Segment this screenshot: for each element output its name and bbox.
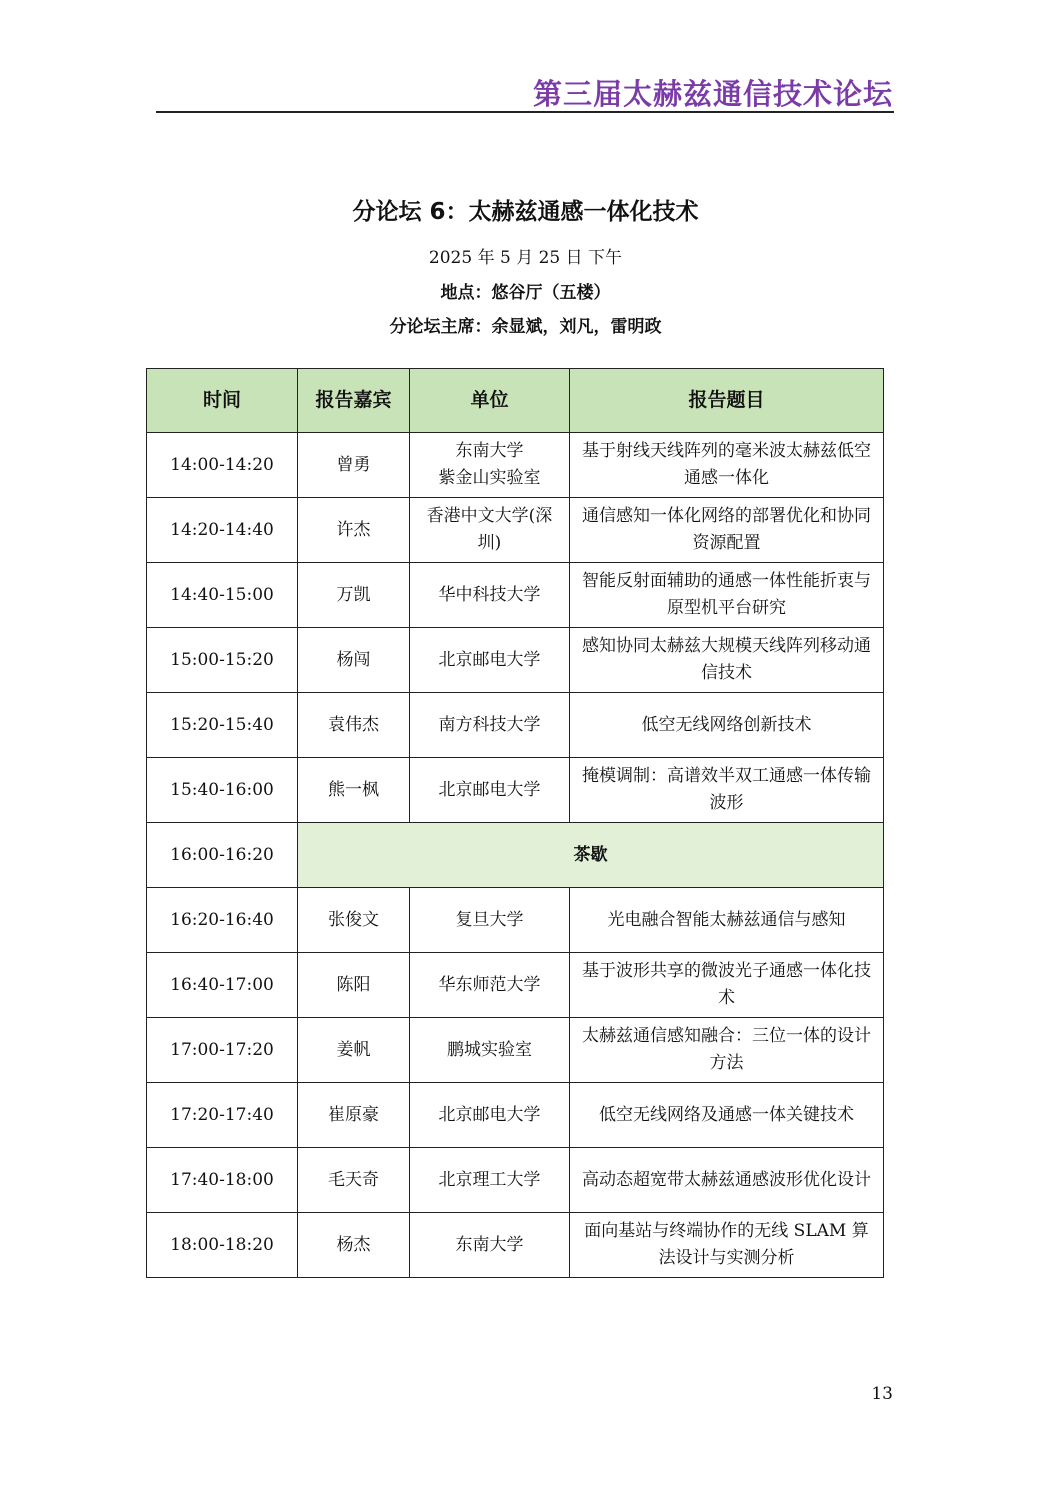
header-divider — [156, 111, 894, 113]
cell-time: 16:40-17:00 — [147, 953, 298, 1018]
cell-unit: 北京邮电大学 — [410, 628, 570, 693]
header-title: 第三届太赫兹通信技术论坛 — [532, 77, 893, 111]
cell-time: 17:20-17:40 — [147, 1083, 298, 1148]
cell-speaker: 姜帆 — [298, 1018, 410, 1083]
table-row — [147, 1018, 884, 1083]
cell-unit: 鹏城实验室 — [410, 1018, 570, 1083]
forum-chairs: 分论坛主席：余显斌，刘凡，雷明政 — [389, 317, 662, 337]
break-time: 16:00-16:20 — [147, 823, 298, 888]
table-row — [147, 498, 884, 563]
cell-unit: 东南大学 — [410, 1213, 570, 1278]
header-time: 时间 — [147, 369, 298, 433]
cell-time: 15:00-15:20 — [147, 628, 298, 693]
cell-topic: 通信感知一体化网络的部署优化和协同资源配置 — [570, 498, 884, 563]
table-row — [147, 758, 884, 823]
cell-time: 17:40-18:00 — [147, 1148, 298, 1213]
cell-speaker: 杨闯 — [298, 628, 410, 693]
cell-topic: 低空无线网络及通感一体关键技术 — [570, 1083, 884, 1148]
cell-speaker: 万凯 — [298, 563, 410, 628]
page-number: 13 — [871, 1384, 893, 1404]
cell-topic: 高动态超宽带太赫兹通感波形优化设计 — [570, 1148, 884, 1213]
cell-speaker: 陈阳 — [298, 953, 410, 1018]
cell-speaker: 熊一枫 — [298, 758, 410, 823]
cell-time: 15:40-16:00 — [147, 758, 298, 823]
table-row — [147, 1148, 884, 1213]
cell-unit: 北京邮电大学 — [410, 1083, 570, 1148]
cell-speaker: 张俊文 — [298, 888, 410, 953]
cell-speaker: 袁伟杰 — [298, 693, 410, 758]
break-label: 茶歇 — [298, 823, 884, 888]
table-row — [147, 433, 884, 498]
cell-topic: 掩模调制：高谱效半双工通感一体传输波形 — [570, 758, 884, 823]
cell-time: 14:00-14:20 — [147, 433, 298, 498]
forum-venue: 地点：悠谷厅（五楼） — [440, 283, 611, 303]
table-row — [147, 628, 884, 693]
table-row — [147, 563, 884, 628]
cell-topic: 智能反射面辅助的通感一体性能折衷与原型机平台研究 — [570, 563, 884, 628]
header-unit: 单位 — [410, 369, 570, 433]
cell-speaker: 曾勇 — [298, 433, 410, 498]
cell-topic: 基于射线天线阵列的毫米波太赫兹低空通感一体化 — [570, 433, 884, 498]
forum-title: 分论坛 6：太赫兹通感一体化技术 — [352, 199, 699, 225]
table-row — [147, 693, 884, 758]
cell-topic: 太赫兹通信感知融合：三位一体的设计方法 — [570, 1018, 884, 1083]
cell-unit: 华中科技大学 — [410, 563, 570, 628]
cell-unit: 南方科技大学 — [410, 693, 570, 758]
table-header-row — [147, 369, 884, 433]
cell-unit: 复旦大学 — [410, 888, 570, 953]
cell-time: 15:20-15:40 — [147, 693, 298, 758]
cell-unit: 北京邮电大学 — [410, 758, 570, 823]
table-row — [147, 1083, 884, 1148]
cell-time: 14:20-14:40 — [147, 498, 298, 563]
cell-topic: 基于波形共享的微波光子通感一体化技术 — [570, 953, 884, 1018]
cell-unit: 香港中文大学(深圳) — [410, 498, 570, 563]
cell-time: 17:00-17:20 — [147, 1018, 298, 1083]
cell-time: 16:20-16:40 — [147, 888, 298, 953]
header-speaker: 报告嘉宾 — [298, 369, 410, 433]
cell-speaker: 许杰 — [298, 498, 410, 563]
cell-speaker: 崔原豪 — [298, 1083, 410, 1148]
header-topic: 报告题目 — [570, 369, 884, 433]
schedule-table — [146, 368, 884, 1278]
forum-date: 2025 年 5 月 25 日 下午 — [428, 248, 623, 268]
table-row — [147, 888, 884, 953]
cell-topic: 低空无线网络创新技术 — [570, 693, 884, 758]
cell-speaker: 毛天奇 — [298, 1148, 410, 1213]
cell-speaker: 杨杰 — [298, 1213, 410, 1278]
table-row — [147, 1213, 884, 1278]
table-row — [147, 953, 884, 1018]
cell-time: 18:00-18:20 — [147, 1213, 298, 1278]
cell-time: 14:40-15:00 — [147, 563, 298, 628]
cell-unit: 东南大学 紫金山实验室 — [410, 433, 570, 498]
cell-topic: 光电融合智能太赫兹通信与感知 — [570, 888, 884, 953]
break-row — [147, 823, 884, 888]
cell-topic: 感知协同太赫兹大规模天线阵列移动通信技术 — [570, 628, 884, 693]
cell-topic: 面向基站与终端协作的无线 SLAM 算法设计与实测分析 — [570, 1213, 884, 1278]
cell-unit: 华东师范大学 — [410, 953, 570, 1018]
cell-unit: 北京理工大学 — [410, 1148, 570, 1213]
